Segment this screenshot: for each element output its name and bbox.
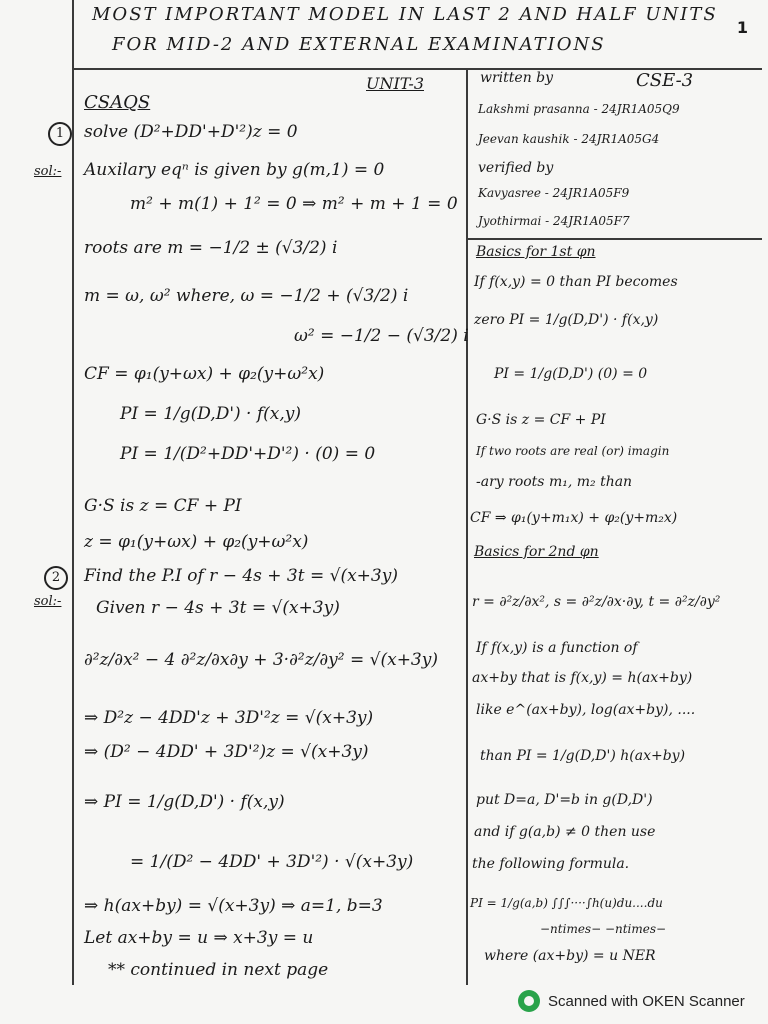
scanner-watermark [518,988,745,1014]
solution-2-label: sol:- [34,594,62,609]
author-name: Jeevan kaushik - 24JR1A05G4 [478,132,660,146]
solution-1-label: sol:- [34,164,62,179]
basics-2-line: than PI = 1/g(D,D') h(ax+by) [480,748,686,764]
page-title-line2: FOR MID-2 AND EXTERNAL EXAMINATIONS [112,34,606,55]
q2-line: ⇒ h(ax+by) = √(x+3y) ⇒ a=1, b=3 [84,896,383,916]
q1-line: Auxilary eqⁿ is given by g(m,1) = 0 [84,160,385,180]
question-2-number: 2 [44,566,68,590]
basics-2-line: like e^(ax+by), log(ax+by), .... [476,702,696,718]
basics-1-line: -ary roots m₁, m₂ than [476,474,633,490]
q1-line: m² + m(1) + 1² = 0 ⇒ m² + m + 1 = 0 [130,194,458,214]
q1-line: z = φ₁(y+ωx) + φ₂(y+ω²x) [84,532,309,552]
scanner-logo-icon [518,990,540,1012]
q2-line: ** continued in next page [108,960,329,980]
basics-2-line: PI = 1/g(a,b) ∫∫∫····∫h(u)du....du [470,896,663,910]
basics-1-line: If two roots are real (or) imagin [476,444,670,458]
column-divider-rule [466,68,468,985]
q1-line: m = ω, ω² where, ω = −1/2 + (√3/2) i [84,286,409,306]
q1-line: PI = 1/(D²+DD'+D'²) · (0) = 0 [120,444,376,464]
verifier-name: Jyothirmai - 24JR1A05F7 [478,214,630,228]
basics-1-title: Basics for 1st φn [476,244,596,260]
q2-line: ∂²z/∂x² − 4 ∂²z/∂x∂y + 3·∂²z/∂y² = √(x+3y) [84,650,438,670]
section-heading: CSAQS [84,92,151,113]
basics-1-line: If f(x,y) = 0 than PI becomes [474,274,678,290]
basics-2-title: Basics for 2nd φn [474,544,599,560]
q1-line: roots are m = −1/2 ± (√3/2) i [84,238,338,258]
class-label: CSE-3 [636,70,694,91]
left-margin-rule [72,0,74,985]
q2-line: ⇒ D²z − 4DD'z + 3D'²z = √(x+3y) [84,708,374,728]
basics-2-line: −ntimes− −ntimes− [540,922,667,936]
basics-2-line: If f(x,y) is a function of [476,640,638,656]
q1-line: PI = 1/g(D,D') · f(x,y) [120,404,301,424]
written-by-label: written by [480,70,554,86]
scanner-text: Scanned with OKEN Scanner [548,992,745,1010]
page-title-line1: MOST IMPORTANT MODEL IN LAST 2 AND HALF UNITS [92,4,718,25]
q2-line: Given r − 4s + 3t = √(x+3y) [96,598,340,618]
verifier-name: Kavyasree - 24JR1A05F9 [478,186,630,200]
basics-2-line: the following formula. [472,856,630,872]
basics-1-line: zero PI = 1/g(D,D') · f(x,y) [474,312,659,328]
basics-2-line: where (ax+by) = u NER [484,948,656,964]
basics-2-line: ax+by that is f(x,y) = h(ax+by) [472,670,693,686]
question-1-number: 1 [48,122,72,146]
basics-1-line: G·S is z = CF + PI [476,412,606,428]
question-2-text: Find the P.I of r − 4s + 3t = √(x+3y) [84,566,398,586]
unit-label: UNIT-3 [366,74,424,93]
author-name: Lakshmi prasanna - 24JR1A05Q9 [478,102,680,116]
q1-line: ω² = −1/2 − (√3/2) i [294,326,469,346]
basics-2-line: and if g(a,b) ≠ 0 then use [474,824,656,840]
basics-1-line: CF ⇒ φ₁(y+m₁x) + φ₂(y+m₂x) [470,510,678,526]
question-1-text: solve (D²+DD'+D'²)z = 0 [84,122,298,142]
page-number: 1 [736,18,748,37]
q2-line: Let ax+by = u ⇒ x+3y = u [84,928,314,948]
basics-2-line: put D=a, D'=b in g(D,D') [476,792,653,808]
verified-by-label: verified by [478,160,554,176]
q2-line: = 1/(D² − 4DD' + 3D'²) · √(x+3y) [130,852,414,872]
basics-1-line: PI = 1/g(D,D') (0) = 0 [494,366,648,382]
q1-line: CF = φ₁(y+ωx) + φ₂(y+ω²x) [84,364,325,384]
author-box-rule [466,238,762,240]
q2-line: ⇒ (D² − 4DD' + 3D'²)z = √(x+3y) [84,742,369,762]
q2-line: ⇒ PI = 1/g(D,D') · f(x,y) [84,792,285,812]
q1-line: G·S is z = CF + PI [84,496,242,516]
basics-2-line: r = ∂²z/∂x², s = ∂²z/∂x·∂y, t = ∂²z/∂y² [472,594,721,610]
